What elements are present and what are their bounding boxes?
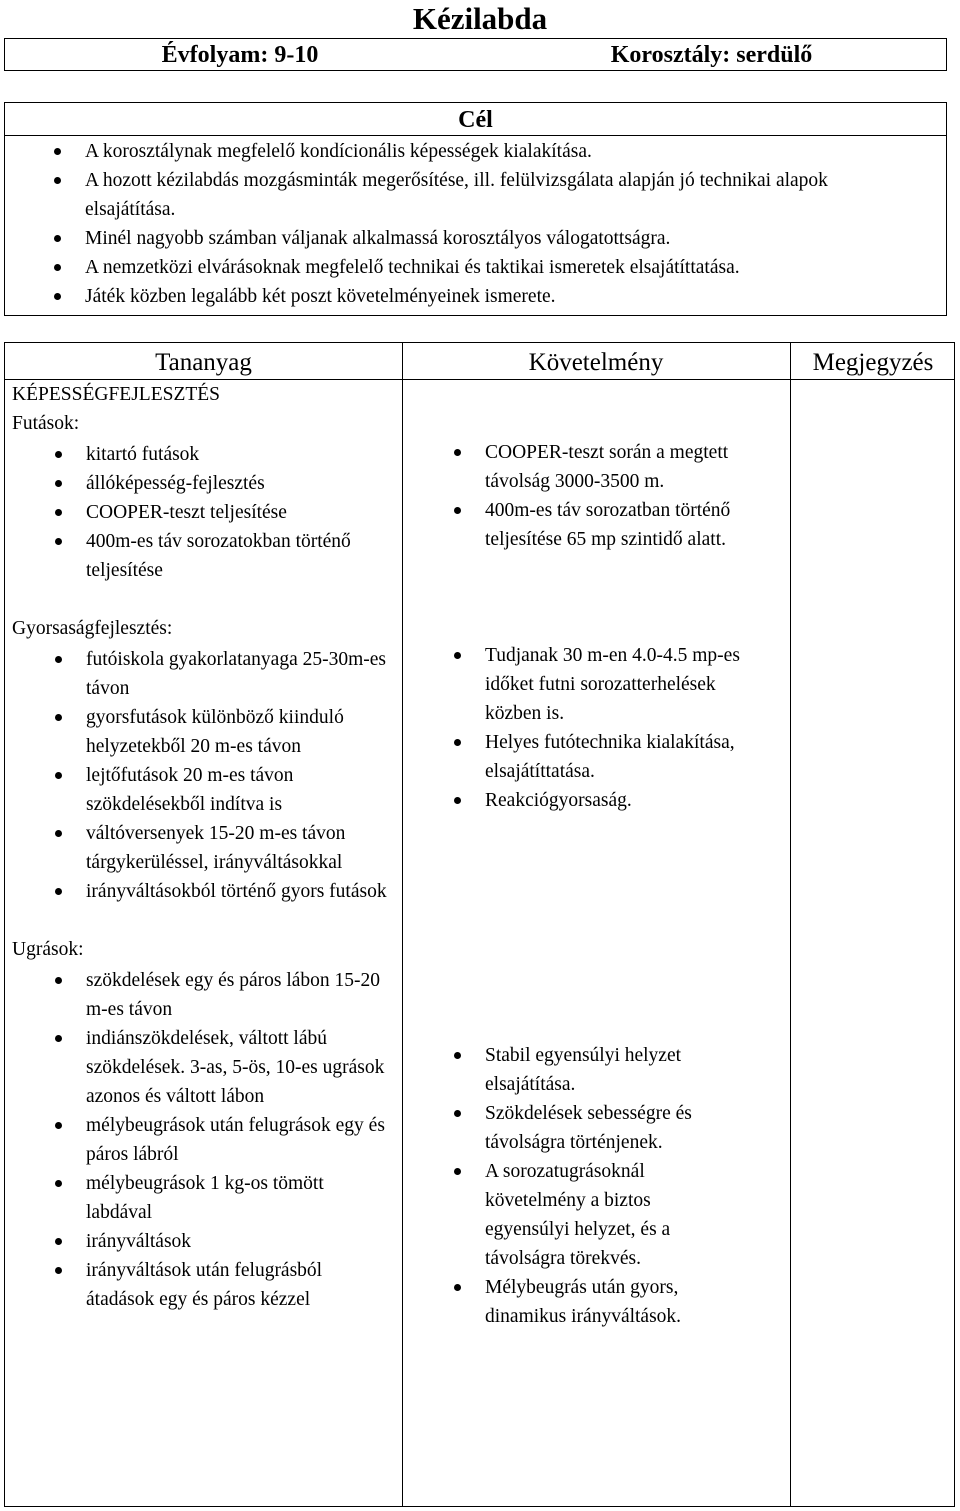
kovetelmeny-column-jumps: [410, 1041, 785, 1331]
running-label: Futások:: [12, 413, 80, 434]
list-item: COOPER-teszt során a megtett távolság 3000-3500 m.: [485, 438, 770, 496]
list-item: állóképesség-fejlesztés: [86, 469, 397, 498]
column-header-megjegyzes: Megjegyzés: [812, 349, 934, 376]
kovetelmeny-column-running: [410, 438, 785, 554]
column-header-tananyag: Tananyag: [155, 349, 252, 376]
running-list: [12, 440, 397, 585]
list-item: Reakciógyorsaság.: [485, 786, 785, 815]
speed-label: Gyorsaságfejlesztés:: [12, 618, 173, 639]
list-item: Tudjanak 30 m-en 4.0-4.5 mp-es időket futni sorozatterhelések közben is.: [485, 641, 770, 728]
speed-list: [12, 645, 397, 906]
column-header-kovetelmeny: Követelmény: [528, 349, 664, 376]
list-item: Stabil egyensúlyi helyzet elsajátítása.: [485, 1041, 755, 1099]
goals-box: [4, 102, 947, 316]
list-item: A sorozatugrásoknál követelmény a biztos egyensúlyi helyzet, és a távolságra törekvés.: [485, 1157, 735, 1273]
tananyag-column: [12, 380, 397, 1314]
list-item: gyorsfutások különböző kiinduló helyzetekből 20 m-es távon: [86, 703, 391, 761]
speed-requirements: [410, 641, 785, 815]
list-item: irányváltásokból történő gyors futások: [86, 877, 396, 906]
list-item: lejtőfutások 20 m-es távon szökdelésekből indítva is: [86, 761, 366, 819]
list-item: Mélybeugrás után gyors, dinamikus irányváltások.: [485, 1273, 755, 1331]
jumps-label: Ugrások:: [12, 939, 84, 960]
list-item: szökdelések egy és páros lábon 15-20 m-es távon: [86, 966, 396, 1024]
list-item: mélybeugrások után felugrások egy és páros lábról: [86, 1111, 396, 1169]
age-group-label: Korosztály: serdülő: [610, 42, 813, 68]
grade-label: Évfolyam: 9-10: [161, 42, 319, 68]
list-item: mélybeugrások 1 kg-os tömött labdával: [86, 1169, 391, 1227]
list-item: irányváltások: [86, 1227, 397, 1256]
document-title: Kézilabda: [412, 1, 548, 36]
goal-item: A nemzetközi elvárásoknak megfelelő technikai és taktikai ismeretek elsajátíttatása.: [85, 253, 945, 282]
goals-heading: Cél: [5, 103, 946, 136]
list-item: Helyes futótechnika kialakítása, elsajátíttatása.: [485, 728, 755, 786]
column-divider: [402, 343, 403, 1506]
list-item: futóiskola gyakorlatanyaga 25-30m-es távon: [86, 645, 396, 703]
goal-item: A korosztálynak megfelelő kondícionális képességek kialakítása.: [85, 137, 945, 166]
goal-item: A hozott kézilabdás mozgásminták megerősítése, ill. felülvizsgálata alapján jó technikai alapok elsajátítása.: [85, 166, 875, 224]
goals-list: [5, 137, 945, 311]
section-title: KÉPESSÉGFEJLESZTÉS: [12, 384, 221, 405]
goal-item: Minél nagyobb számban váljanak alkalmassá korosztályos válogatottságra.: [85, 224, 945, 253]
list-item: Szökdelések sebességre és távolságra történjenek.: [485, 1099, 755, 1157]
column-divider: [790, 343, 791, 1506]
curriculum-table: [4, 342, 955, 1507]
jumps-requirements: [410, 1041, 785, 1331]
list-item: 400m-es táv sorozatokban történő teljesítése: [86, 527, 356, 585]
list-item: irányváltások után felugrásból átadások egy és páros kézzel: [86, 1256, 391, 1314]
kovetelmeny-column-speed: [410, 641, 785, 815]
list-item: indiánszökdelések, váltott lábú szökdelések. 3-as, 5-ös, 10-es ugrások azonos és váltott lábon: [86, 1024, 396, 1111]
list-item: váltóversenyek 15-20 m-es távon tárgykerüléssel, irányváltásokkal: [86, 819, 366, 877]
jumps-list: [12, 966, 397, 1314]
header-table: [4, 38, 947, 71]
list-item: COOPER-teszt teljesítése: [86, 498, 397, 527]
running-requirements: [410, 438, 785, 554]
list-item: 400m-es táv sorozatban történő teljesítése 65 mp szintidő alatt.: [485, 496, 755, 554]
list-item: kitartó futások: [86, 440, 397, 469]
goal-item: Játék közben legalább két poszt követelményeinek ismerete.: [85, 282, 945, 311]
